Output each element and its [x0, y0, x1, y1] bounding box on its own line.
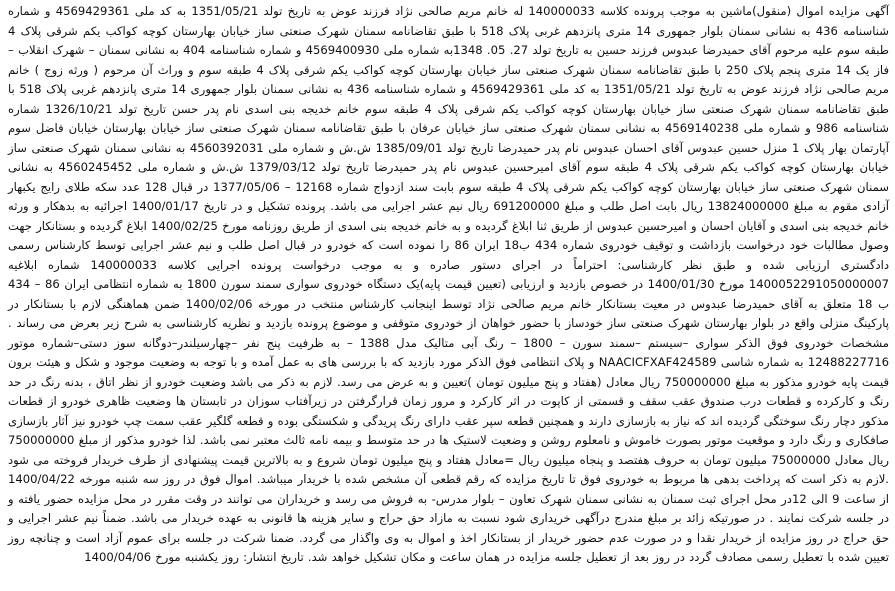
notice-body-text: آگهی مزایده اموال (منقول)ماشین به موجب پرونده کلاسه 140000033 له خانم مریم صالحی نژاد فرزند عوض به تاریخ تولد 1351/05/21 به کد ملی 4569429361 و شماره شناسنامه 436 به نشانی سمنان بلوار جمهوری 14 متری پانزدهم غربی پلاک 518 با طبق تقاضانامه سمنان شهرک صنعتی ساز خیابان بهارستان کوچه کواکب یکم شرقی پلاک 4 طبقه سوم علیه مرحوم آقای حمیدرضا عبدوس فرزند حسین به تاریخ تولد 27. 05. 1348به شماره ملی 4569400930 و شماره شناسنامه 404 به نشانی سمنان – شهرک انقلاب – فاز یک 14 متری پنجم پلاک 250 با طبق تقاضانامه سمنان شهرک صنعتی ساز خیابان بهارستان کوچه کواکب یکم شرقی پلاک 4 طبقه سوم و وراث آن مرحوم ( ورثه زوج ) خانم مریم صالحی نژاد فرزند عوض به تاریخ تولد 1351/05/21 به کد ملی 4569429361 و شماره شناسنامه 436 به نشانی سمنان بلوار جمهوری 14 متری پانزدهم غربی پلاک 518 با طبق تقاضانامه سمنان شهرک صنعتی ساز خیابان بهارستان کوچه کواکب یکم شرقی پلاک 4 طبقه سوم خانم خدیجه بنی اسدی نام پدر حسن تاریخ تولد 1326/10/21 شماره شناسنامه 986 و شماره ملی 4569140238 به نشانی سمنان شهرک صنعتی ساز خیابان عرفان با طبق تقاضانامه سمنان شهرک صنعتی ساز خیابان بهارستان خیابان فاضل سوم آپارتمان بهار پلاک 1 منزل حسین عبدوس آقای احسان عبدوس نام پدر حمیدرضا تاریخ تولد 1385/09/01 ش.ش و شماره ملی 4560392031 به نشانی سمنان شهرک صنعتی ساز خیابان بهارستان کوچه کواکب یکم شرقی پلاک 4 طبقه سوم آقای امیرحسین عبدوس نام پدر حمیدرضا تاریخ تولد 1379/03/12 ش.ش و شماره ملی 4560245452 به نشانی سمنان شهرک صنعتی ساز خیابان بهارستان کوچه کواکب یکم شرقی پلاک 4 طبقه سوم بابت سند ازدواج شماره 12168 – 1377/05/06 در قبال 128 عدد سکه طلای رایج یکبهار آزادی مقوم به مبلغ 13824000000 ریال بابت اصل طلب و مبلغ 691200000 ریال نیم عشر اجرایی می باشد. پرونده تشکیل و در تاریخ 1400/01/17 اجرائیه به بدهکار و ورثه خانم خدیجه بنی اسدی و آقایان احسان و امیرحسین عبدوس از طریق ثنا ابلاغ گردیده و به خانم خدیجه بنی اسدی از طریق روزنامه مورخ 1400/02/25 ابلاغ گردیده و بستانکار جهت وصول مطالبات خود درخواست بازداشت و توقیف خودروی شماره 434 ب18 ایران 86 را نموده است که خودرو در قبال اصل طلب و نیم عشر اجرایی توسط کارشناس رسمی دادگستری ارزیابی شده و طبق نظر کارشناسی: احتراماً در اجرای دستور صادره و به موجب درخواست پرونده اجرایی کلاسه 140000033 شماره ابلاغیه 1400052291050000007 مورخ 1400/01/30 در خصوص بازدید و ارزیابی (تعیین قیمت پایه)یک دستگاه خودروی سواری سمند سورن 1800 به شماره انتظامی ایران 86 – 434 ب 18 متعلق به آقای حمیدرضا عبدوس در معیت بستانکار خانم مریم صالحی نژاد توسط اینجانب کارشناس منتخب در مورخه 1400/02/06 ضمن هماهنگی لازم با بستانکار در پارکینگ منزلی واقع در بلوار بهارستان شهرک صنعتی ساز خودساز با حضور خواهان از خودروی متوقفی و موضوع پرونده بازدید و نظریه کارشناسی به شرح زیر بعرض می رساند . مشخصات خودروی فوق الذکر سواری –سیستم –سمند سورن – 1800 – رنگ آبی متالیک مدل 1388 – به ظرفیت پنج نفر –چهارسیلندر–دوگانه سوز دستی–شماره موتور 12488227716 به شماره شاسی NAACICFXAF424589 و پلاک انتظامی فوق الذکر مورد بازدید که با بررسی های به عمل آمده و با توجه به وضعیت موجود و شکل و هیئت برون قیمت پایه خودرو مذکور به مبلغ 750000000 ریال معادل (هفتاد و پنج میلیون تومان )تعیین و به عرض می رسد. لازم به ذکر می باشد وضعیت خودرو از نظر اتاق ، بدنه رنگ در حد رنگ و کارکرده و قطعات درب صندوق عقب سقف و قسمتی از کاپوت در اثر کارکرد و مرور زمان قرارگرفتن در زیرآفتاب سوزان در تابستان ها وضعیت ظاهری خودرو از قطعات مذکور دچار رنگ سوختگی گردیده اند که نیاز به بازسازی دارند و همچنین قطعه سپر عقب دارای رنگ پریدگی و شکستگی بوده و قطعه گلگیر عقب سمت چپ خودرو نیز آثار بازسازی صافکاری و رنگ دارد و موقعیت موتور بصورت خاموش و نامعلوم روشن و وضعیت لاستیک ها در حد متوسط و بیمه نامه ثالث معتبر نمی باشد. لذا خودرو مذکور از مبلغ 750000000 ریال معادل 75000000 میلیون تومان به حروف هفتصد و پنجاه میلیون ریال =معادل هفتاد و پنج میلیون تومان شروع و به بالاترین قیمت پیشنهادی از طرف خریدار فروخته می شود .لازم به ذکر است که پرداخت بدهی ها مربوط به خودروی فوق تا تاریخ مزایده که رقم قطعی آن مشخص شده با خریدار میباشد. اموال فوق در روز سه شنبه مورخه 1400/04/22 از ساعت 9 الی 12در محل اجرای ثبت سمنان به نشانی سمنان شهرک تعاون – بلوار مدرس- به فروش می رسد و خریداران می توانند در وقت مقرر در محل مزایده حضور یافته و در جلسه شرکت نمایند . در صورتیکه زائد بر مبلغ مندرج درآگهی خریداری شود نسبت به مازاد حق حراج و سایر هزینه ها قانونی به عهده خریدار می باشد. ضمناً نیم عشر اجرایی و حق حراج در روز مزایده از خریدار نقدا و در صورت عدم حضور خریدار از بستانکار اخذ و اموال به وی واگذار می گردد. ضمنا شرکت در جلسه برای عموم آزاد است و چنانچه روز تعیین شده با تعطیل رسمی مصادف گردد در روز بعد از تعطیل جلسه مزایده در همان ساعت و مکان تشکیل خواهد شد. تاریخ انتشار: روز یکشنبه مورخ 1400/04/06 — [8, 4, 890, 564]
